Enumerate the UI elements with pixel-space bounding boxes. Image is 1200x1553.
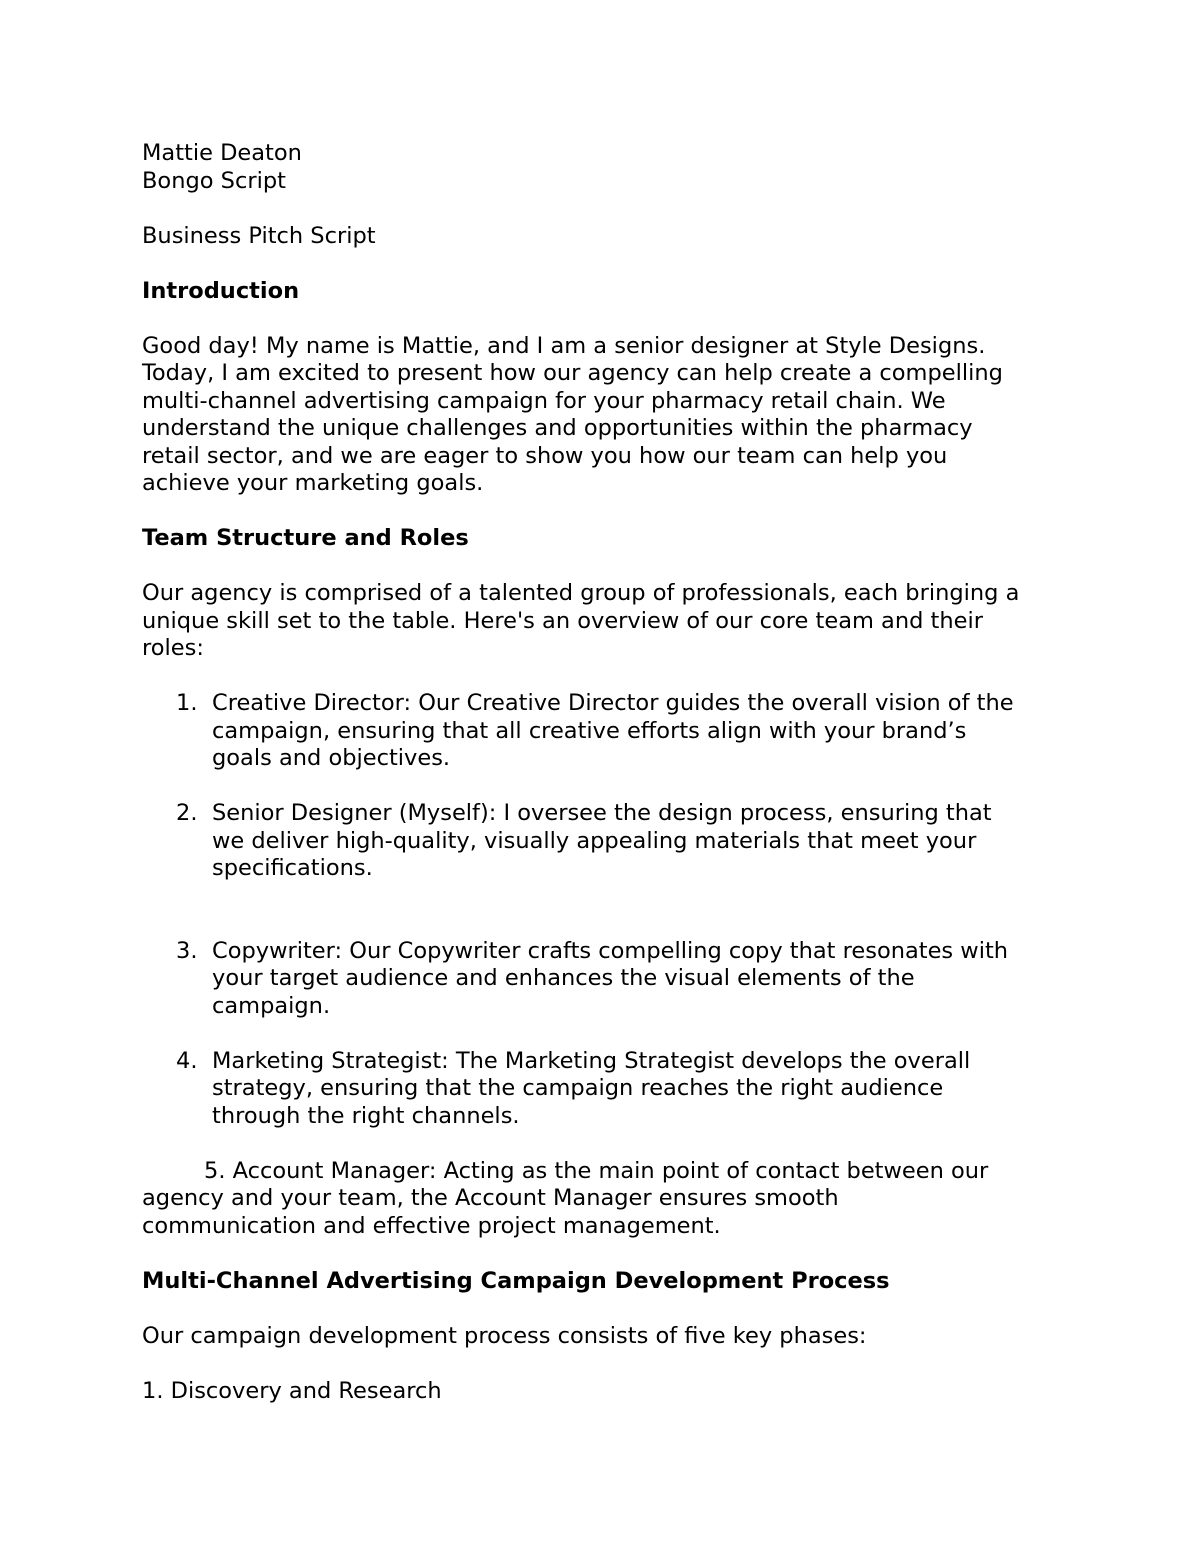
text-line: roles: [142,635,204,661]
text-line: Marketing Strategist: The Marketing Strategist develops the overall [212,1047,971,1074]
list-number: 2. [176,800,198,826]
introduction-heading: Introduction [142,277,300,304]
team-intro-paragraph [142,580,1072,663]
text-line: strategy, ensuring that the campaign reaches the right audience [212,1075,944,1101]
document-title: Business Pitch Script [142,222,376,249]
list-item [176,800,1072,883]
team-roles-list [142,690,1072,1130]
document-page [142,140,1072,1405]
document-subtitle: Bongo Script [142,167,286,194]
text-line: Creative Director: Our Creative Director guides the overall vision of the [212,690,1014,716]
text-line: retail sector, and we are eager to show you how our team can help you [142,442,948,469]
list-number: 3. [176,937,198,964]
list-number: 4. [176,1047,198,1074]
text-line: through the right channels. [212,1102,520,1129]
process-intro: Our campaign development process consists of five key phases: [142,1322,867,1349]
text-line: understand the unique challenges and opportunities within the pharmacy [142,415,973,441]
author-name: Mattie Deaton [142,140,302,166]
account-manager-paragraph [142,1158,1072,1241]
text-line: Our agency is comprised of a talented group of professionals, each bringing a [142,580,1020,606]
team-structure-heading: Team Structure and Roles [142,525,469,551]
list-item [176,1047,1072,1131]
text-line: agency and your team, the Account Manager ensures smooth [142,1185,839,1211]
text-line: 5. Account Manager: Acting as the main point of contact between our [204,1157,989,1184]
text-line: campaign. [212,992,331,1019]
text-line: specifications. [212,855,373,881]
text-line: Copywriter: Our Copywriter crafts compelling copy that resonates with [212,937,1009,964]
text-line: Good day! My name is Mattie, and I am a senior designer at Style Designs. [142,332,986,359]
text-line: achieve your marketing goals. [142,470,484,496]
text-line: multi-channel advertising campaign for your pharmacy retail chain. We [142,387,946,414]
list-item [176,937,1072,1021]
text-line: Senior Designer (Myself): I oversee the design process, ensuring that [212,800,992,826]
list-item [176,690,1072,773]
text-line: campaign, ensuring that all creative efforts align with your brand’s [212,717,967,744]
introduction-paragraph [142,333,1072,498]
text-line: your target audience and enhances the visual elements of the [212,965,915,991]
text-line: unique skill set to the table. Here's an overview of our core team and their [142,607,983,634]
text-line: Today, I am excited to present how our agency can help create a compelling [142,360,1003,386]
text-line: goals and objectives. [212,745,451,771]
process-heading: Multi-Channel Advertising Campaign Development Process [142,1267,890,1294]
list-number: 1. [176,690,198,716]
process-phase-1: 1. Discovery and Research [142,1377,442,1404]
text-line: communication and effective project management. [142,1212,721,1239]
text-line: we deliver high-quality, visually appealing materials that meet your [212,827,977,854]
